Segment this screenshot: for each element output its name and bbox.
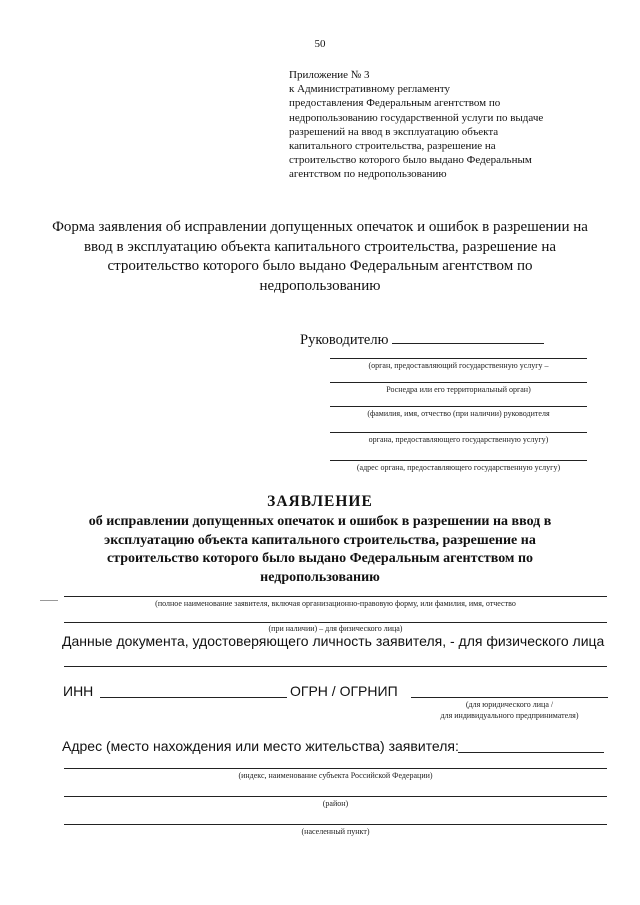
inn-field[interactable]	[100, 697, 287, 698]
ogrn-caption: для индивидуального предпринимателя)	[440, 711, 579, 720]
recipient-line-1[interactable]	[330, 358, 587, 359]
appendix-line: капитального строительства, разрешение на	[289, 140, 496, 153]
address-region-caption: (индекс, наименование субъекта Российской Федерации)	[238, 771, 433, 780]
address-district-caption: (район)	[322, 799, 349, 808]
form-title	[40, 218, 600, 296]
appendix-line: строительство которого было выдано Федеральным	[289, 154, 532, 167]
id-document-line[interactable]	[64, 666, 607, 667]
recipient-caption: Роснедра или его территориальный орган)	[386, 385, 531, 394]
form-title-line: Форма заявления об исправлении допущенных опечаток и ошибок в разрешении на	[52, 219, 588, 235]
address-region-line[interactable]	[64, 768, 607, 769]
recipient-line-5[interactable]	[330, 460, 587, 461]
applicant-name-line-1[interactable]	[64, 596, 607, 597]
statement-subtitle-line: строительство которого было выдано Федеральным агентством по	[106, 551, 534, 566]
appendix-line: к Административному регламенту	[289, 83, 451, 96]
address-district-line[interactable]	[64, 796, 607, 797]
appendix-line: разрешений на ввод в эксплуатацию объекта	[289, 125, 499, 138]
ogrn-label: ОГРН / ОГРНИП	[290, 683, 398, 699]
appendix-line: недропользованию государственной услуги по выдаче	[289, 111, 544, 124]
applicant-name-caption: (полное наименование заявителя, включая организационно-правовую форму, или фамилия, имя, отчество	[155, 599, 516, 608]
address-locality-line[interactable]	[64, 824, 607, 825]
ogrn-field[interactable]	[411, 697, 608, 698]
form-title-line: недропользованию	[259, 277, 381, 294]
appendix-header	[289, 68, 619, 182]
statement-title: ЗАЯВЛЕНИЕ	[267, 493, 373, 510]
ogrn-caption: (для юридического лица /	[465, 700, 554, 709]
recipient-line-2[interactable]	[330, 382, 587, 383]
scan-mark	[40, 600, 58, 601]
appendix-line: агентством по недропользованию	[289, 168, 447, 181]
applicant-name-caption-2: (при наличии) – для физического лица)	[268, 624, 403, 633]
address-label: Адрес (место нахождения или место жительства) заявителя:	[62, 738, 459, 754]
recipient-block	[300, 330, 600, 349]
recipient-caption: (фамилия, имя, отчество (при наличии) руководителя	[367, 409, 550, 418]
page-number: 50	[314, 38, 326, 50]
id-document-label: Данные документа, удостоверяющего личность заявителя, - для физического лица	[62, 633, 605, 649]
recipient-caption: (орган, предоставляющий государственную услугу –	[368, 361, 549, 370]
recipient-caption: органа, предоставляющего государственную услугу)	[368, 435, 549, 444]
statement-subtitle	[60, 513, 580, 587]
address-locality-caption: (населенный пункт)	[301, 827, 370, 836]
recipient-label: Руководителю	[300, 332, 389, 348]
form-title-line: ввод в эксплуатацию объекта капитального строительства, разрешение на	[83, 238, 557, 255]
recipient-line-3[interactable]	[330, 406, 587, 407]
statement-subtitle-line: недропользованию	[260, 569, 380, 585]
appendix-line: предоставления Федеральным агентством по	[289, 97, 501, 110]
recipient-line-4[interactable]	[330, 432, 587, 433]
statement-subtitle-line: об исправлении допущенных опечаток и ошибок в разрешении на ввод в	[88, 514, 552, 529]
appendix-line: Приложение № 3	[289, 69, 370, 81]
inn-label: ИНН	[63, 683, 94, 699]
recipient-blank-field[interactable]	[392, 330, 544, 344]
recipient-caption: (адрес органа, предоставляющего государственную услугу)	[356, 463, 561, 472]
statement-subtitle-line: эксплуатацию объекта капитального строительства, разрешение на	[104, 532, 536, 548]
applicant-name-line-2[interactable]	[64, 622, 607, 623]
address-field[interactable]	[458, 752, 604, 753]
form-title-line: строительство которого было выдано Федеральным агентством по	[107, 258, 533, 274]
